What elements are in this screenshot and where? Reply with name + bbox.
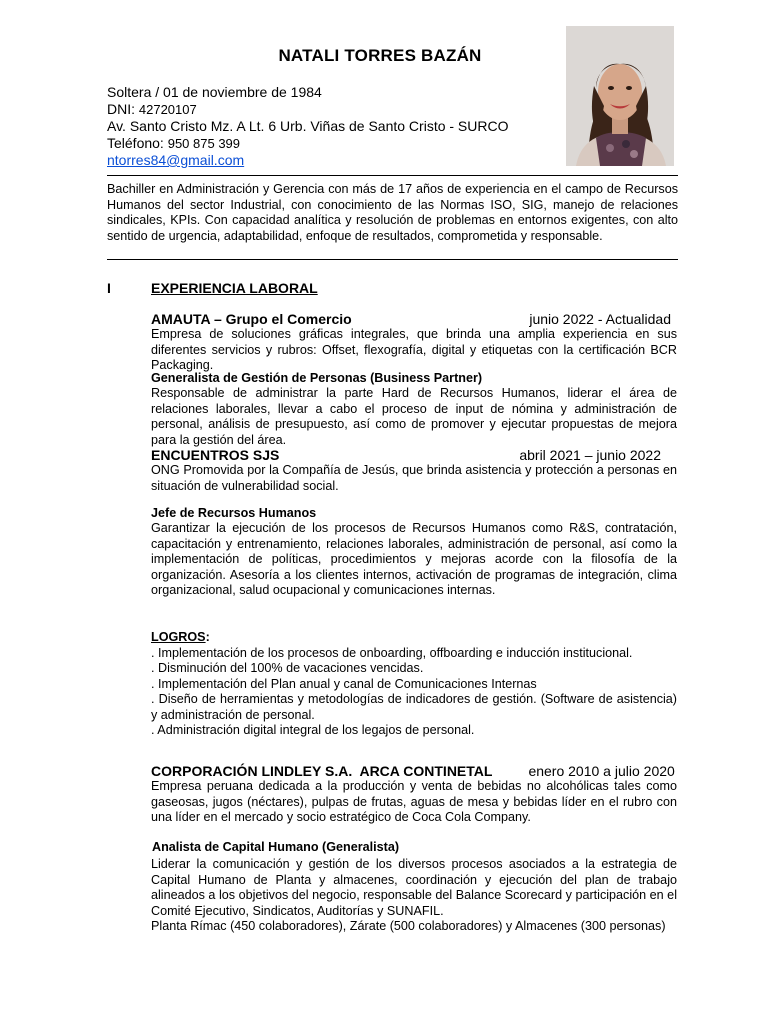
phone-label: Teléfono:	[107, 134, 168, 151]
portrait-image	[566, 26, 674, 166]
role-description: Liderar la comunicación y gestión de los diversos procesos asociados a la estrategia de Capital Humano de Planta y almacenes, coordinación y ejecución del plan de trabajo alineados a los objetivos del negocio, responsable del Balance Scorecard y participación en el Comité Ejecutivo, Sindicatos, Auditorías y SUNAFIL.	[151, 857, 677, 918]
role-description: Garantizar la ejecución de los procesos de Recursos Humanos como R&S, contratación, capacitación y entrenamiento, relaciones laborales, administración de personal, así como la implementación de políticas, procedimientos y mejoras acorde con la filosofía de la organización. Asesoría a los clientes internos, activación de programas de integración, clima organizacional, salud ocupacional y comunicaciones internas.	[151, 521, 677, 598]
job-role: Analista de Capital Humano (Generalista)	[152, 840, 400, 854]
divider-top	[107, 175, 678, 176]
section-title: EXPERIENCIA LABORAL	[151, 280, 318, 296]
achievement-item: . Administración digital integral de los legajos de personal.	[151, 723, 475, 738]
job-description: ONG Promovida por la Compañía de Jesús, que brinda asistencia y protección a personas en situación de vulnerabilidad social.	[151, 463, 677, 493]
dni-line	[107, 101, 567, 119]
role-amauta	[151, 371, 677, 448]
dni-label: DNI:	[107, 100, 139, 117]
achievement-item: . Implementación de los procesos de onboarding, offboarding e inducción institucional.	[151, 646, 633, 660]
achievement-item: . Diseño de herramientas y metodologías de indicadores de gestión. (Software de asistencia) y administración de personal.	[151, 692, 677, 722]
personal-info	[107, 84, 567, 169]
achievements-colon: :	[205, 630, 210, 644]
dni-value: 42720107	[138, 101, 197, 117]
section-number: I	[107, 280, 111, 296]
achievements-title: LOGROS	[151, 630, 206, 644]
job-amauta	[151, 311, 677, 374]
phone-value: 950 875 399	[167, 135, 241, 151]
job-lindley	[151, 763, 677, 826]
job-description: Empresa peruana dedicada a la producción y venta de bebidas no alcohólicas tales como gaseosas, jugos (néctares), pulpas de frutas, aguas de mesa y bebidas líder en el rubro con una líder en el mercado y socio estratégico de Coca Cola Company.	[151, 779, 677, 825]
email-link[interactable]: ntorres84@gmail.com	[107, 152, 245, 168]
civil-status-birthdate: Soltera / 01 de noviembre de 1984	[107, 84, 322, 100]
divider-summary	[107, 259, 678, 260]
achievements-list	[151, 628, 677, 738]
achievement-item: . Implementación del Plan anual y canal de Comunicaciones Internas	[151, 676, 537, 691]
job-date: junio 2022 - Actualidad	[529, 311, 671, 327]
role-encuentros	[151, 506, 677, 599]
job-description: Empresa de soluciones gráficas integrales, que brinda una amplia experiencia en sus diferentes servicios y rubros: Offset, flexografía, digital y etiquetas con la certificación BCR Packaging.	[151, 327, 677, 373]
role-description: Responsable de administrar la parte Hard de Recursos Humanos, liderar el área de relaciones laborales, llevar a cabo el proceso de input de nómina y administración de personal, análisis de presupuesto, así como de promover y ejecutar propuestas de mejora para la gestión del área.	[151, 386, 677, 447]
role-extra: Planta Rímac (450 colaboradores), Zárate (500 colaboradores) y Almacenes (300 personas)	[151, 919, 666, 934]
address-line: Av. Santo Cristo Mz. A Lt. 6 Urb. Viñas de Santo Cristo - SURCO	[107, 118, 509, 134]
job-company: AMAUTA – Grupo el Comercio	[151, 311, 352, 327]
job-role: Jefe de Recursos Humanos	[151, 506, 317, 520]
job-date: abril 2021 – junio 2022	[519, 447, 661, 463]
profile-photo	[566, 26, 674, 166]
job-encuentros	[151, 447, 677, 494]
cv-name: NATALI TORRES BAZÁN	[278, 46, 482, 65]
job-company: CORPORACIÓN LINDLEY S.A. ARCA CONTINETAL	[151, 763, 493, 779]
phone-line	[107, 135, 567, 153]
job-date: enero 2010 a julio 2020	[528, 763, 675, 779]
role-lindley	[151, 840, 677, 935]
job-company: ENCUENTROS SJS	[151, 447, 280, 463]
job-role: Generalista de Gestión de Personas (Business Partner)	[151, 371, 483, 385]
profile-summary: Bachiller en Administración y Gerencia con más de 17 años de experiencia en el campo de Recursos Humanos del sector Industrial, con conocimiento de las Normas ISO, SIG, manejo de relaciones sindicales, KPIs. Con capacidad analítica y resolución de problemas en entornos exigentes, con alto sentido de urgencia, adaptabilidad, enfoque de resultados, comprometida y responsable.	[107, 182, 678, 243]
achievement-item: . Disminución del 100% de vacaciones vencidas.	[151, 661, 424, 676]
